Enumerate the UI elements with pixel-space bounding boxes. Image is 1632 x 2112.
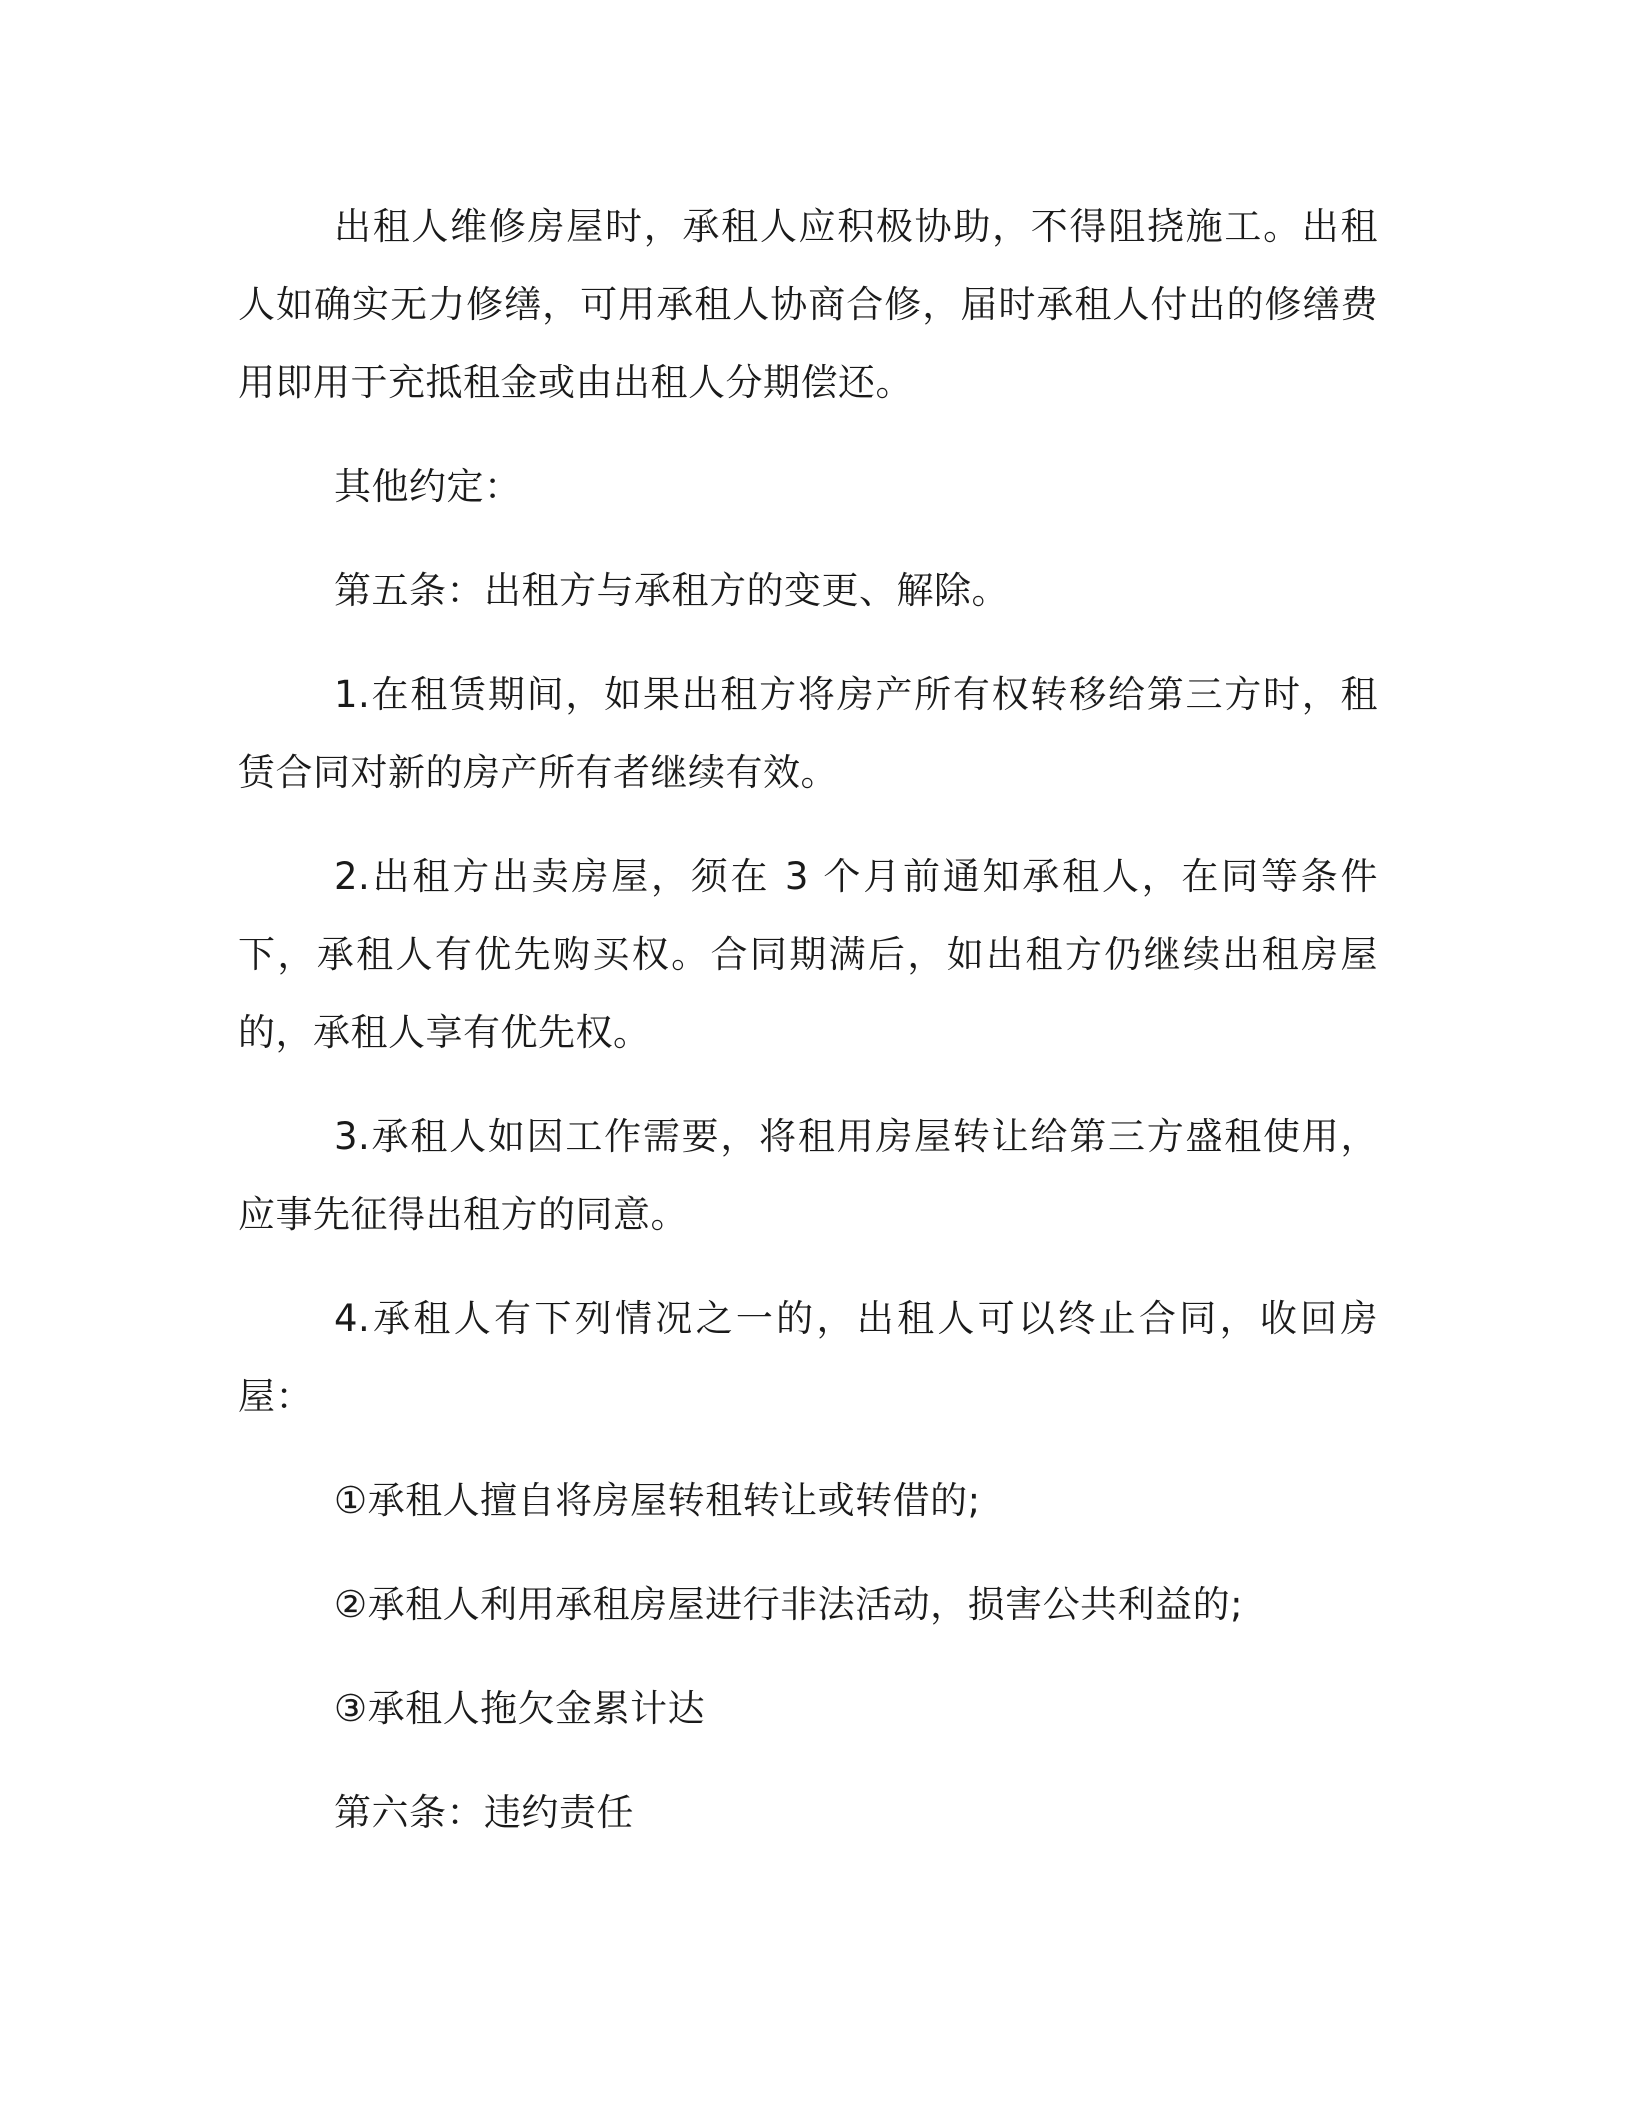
paragraph-sub-item-1: ①承租人擅自将房屋转租转让或转借的; xyxy=(334,1479,981,1522)
paragraph-sub-item-3: ③承租人拖欠金累计达 xyxy=(334,1687,706,1730)
paragraph-article-five-heading: 第五条：出租方与承租方的变更、解除。 xyxy=(334,569,1009,612)
paragraph-clause-4: 4.承租人有下列情况之一的，出租人可以终止合同，收回房屋： xyxy=(238,1297,1378,1418)
paragraph-sub-item-2: ②承租人利用承租房屋进行非法活动，损害公共利益的; xyxy=(334,1583,1244,1626)
paragraph-article-six-heading: 第六条：违约责任 xyxy=(334,1791,634,1834)
document-body xyxy=(238,188,1378,1878)
paragraph-repair-assistance: 出租人维修房屋时，承租人应积极协助，不得阻挠施工。出租人如确实无力修缮，可用承租人协商合修，届时承租人付出的修缮费用即用于充抵租金或由出租人分期偿还。 xyxy=(238,205,1378,404)
paragraph-other-agreements: 其他约定： xyxy=(334,465,522,508)
paragraph-clause-1: 1.在租赁期间，如果出租方将房产所有权转移给第三方时，租赁合同对新的房产所有者继续有效。 xyxy=(238,673,1378,794)
paragraph-clause-2: 2.出租方出卖房屋，须在 3 个月前通知承租人，在同等条件下，承租人有优先购买权。合同期满后，如出租方仍继续出租房屋的，承租人享有优先权。 xyxy=(238,855,1378,1054)
paragraph-clause-3: 3.承租人如因工作需要，将租用房屋转让给第三方盛租使用，应事先征得出租方的同意。 xyxy=(238,1115,1378,1236)
